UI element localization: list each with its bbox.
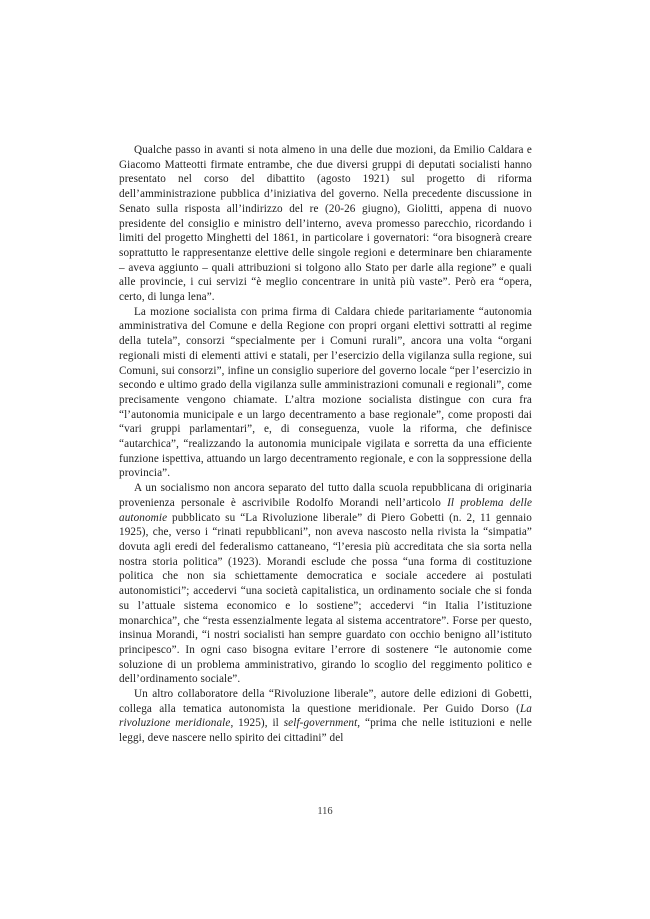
text-run: Un altro collaboratore della “Rivoluzione liberale”, autore delle edizioni di Gobetti, collega alla tematica autonomista la questione meridionale. Per Guido Dorso ( <box>119 688 532 715</box>
text-run: La mozione socialista con prima firma di Caldara chiede paritariamente “autonomia amministrativa del Comune e della Regione con propri organi elettivi sottratti al regime della tutela”, consorzi “specialmente per i Comuni rurali”, ancora una volta “organi regionali misti di elementi attivi e statali, per l’esercizio della vigilanza sulla regione, sui Comuni, sui consorzi”, infine un consiglio superiore del governo locale “per l’esercizio in secondo e ultimo grado della vigilanza sulle amministrazioni comunali e regionali”, come precisamente vengono chiamate. L’altra mozione socialista distingue con cura fra “l’autonomia municipale e un largo decentramento a base regionale”, come proposti dai “vari gruppi parlamentari”, e, di conseguenza, vuole la riforma, che definisce “autarchica”, “realizzando la autonomia municipale vigilata e sorretta da una efficiente funzione ispettiva, attuando un largo decentramento regionale, e con la soppressione della provincia”. <box>119 305 532 480</box>
paragraph <box>119 481 532 687</box>
paragraph <box>119 305 532 481</box>
text-run: , 1925), il <box>230 717 284 730</box>
paragraph <box>119 687 532 746</box>
text-run: A un socialismo non ancora separato del tutto dalla scuola repubblicana di originaria provenienza personale è ascrivibile Rodolfo Morandi nell’articolo <box>119 482 532 509</box>
italic-text-run: Il problema delle autonomie <box>119 496 533 524</box>
italic-text-run: self-government <box>283 717 358 730</box>
paragraph <box>119 143 532 305</box>
body-text <box>119 143 532 746</box>
text-run: , “prima che nelle istituzioni e nelle leggi, deve nascere nello spirito dei cittadini” del <box>119 717 532 745</box>
text-run: Qualche passo in avanti si nota almeno in una delle due mozioni, da Emilio Caldara e Giacomo Matteotti firmate entrambe, che due diversi gruppi di deputati socialisti hanno presentato nel corso del dibattito (agosto 1921) sul progetto di riforma dell’amministrazione pubblica d’iniziativa del governo. Nella precedente discussione in Senato sulla risposta all’indirizzo del re (20-26 giugno), Giolitti, appena di nuovo presidente del consiglio e ministro dell’interno, aveva promesso parecchio, ricordando i limiti del progetto Minghetti del 1861, in particolare i governatori: “ora bisognerà creare soprattutto le rappresentanze elettive delle singole regioni e determinare ben chiaramente – aveva aggiunto – quali attribuzioni si tolgono allo Stato per darle alla regione” e quali alle provincie, i cui servizi “è meglio concentrare in unità più vaste”. Però era “opera, certo, di lunga lena”. <box>119 144 532 304</box>
italic-text-run: La rivoluzione meridionale <box>119 702 532 730</box>
text-run: pubblicato su “La Rivoluzione liberale” di Piero Gobetti (n. 2, 11 gennaio 1925), che, verso i “rinati repubblicani”, non aveva nascosto nella rivista la “simpatia” dovuta agli eredi del federalismo cattaneano, “l’eresia più accreditata che sia sorta nella nostra storia politica” (1923). Morandi esclude che possa “una forma di costituzione politica che non sia schiettamente democratica e sociale accedere ai postulati autonomistici”; accedervi “una società capitalistica, un ordinamento sociale che si fonda su l’attuale sistema economico e lo sostiene”; accedervi “in Italia l’istituzione monarchica”, che “resta essenzialmente legata al sistema accentratore”. Forse per questo, insinua Morandi, “i nostri socialisti han sempre guardato con occhio benigno all’istituto principesco”. In ogni caso bisogna evitare l’errore di sostenere “le autonomie come soluzione di un problema amministrativo, girando lo scoglio del reggimento politico e dell’ordinamento sociale”. <box>119 511 532 686</box>
page-number: 116 <box>317 806 333 817</box>
